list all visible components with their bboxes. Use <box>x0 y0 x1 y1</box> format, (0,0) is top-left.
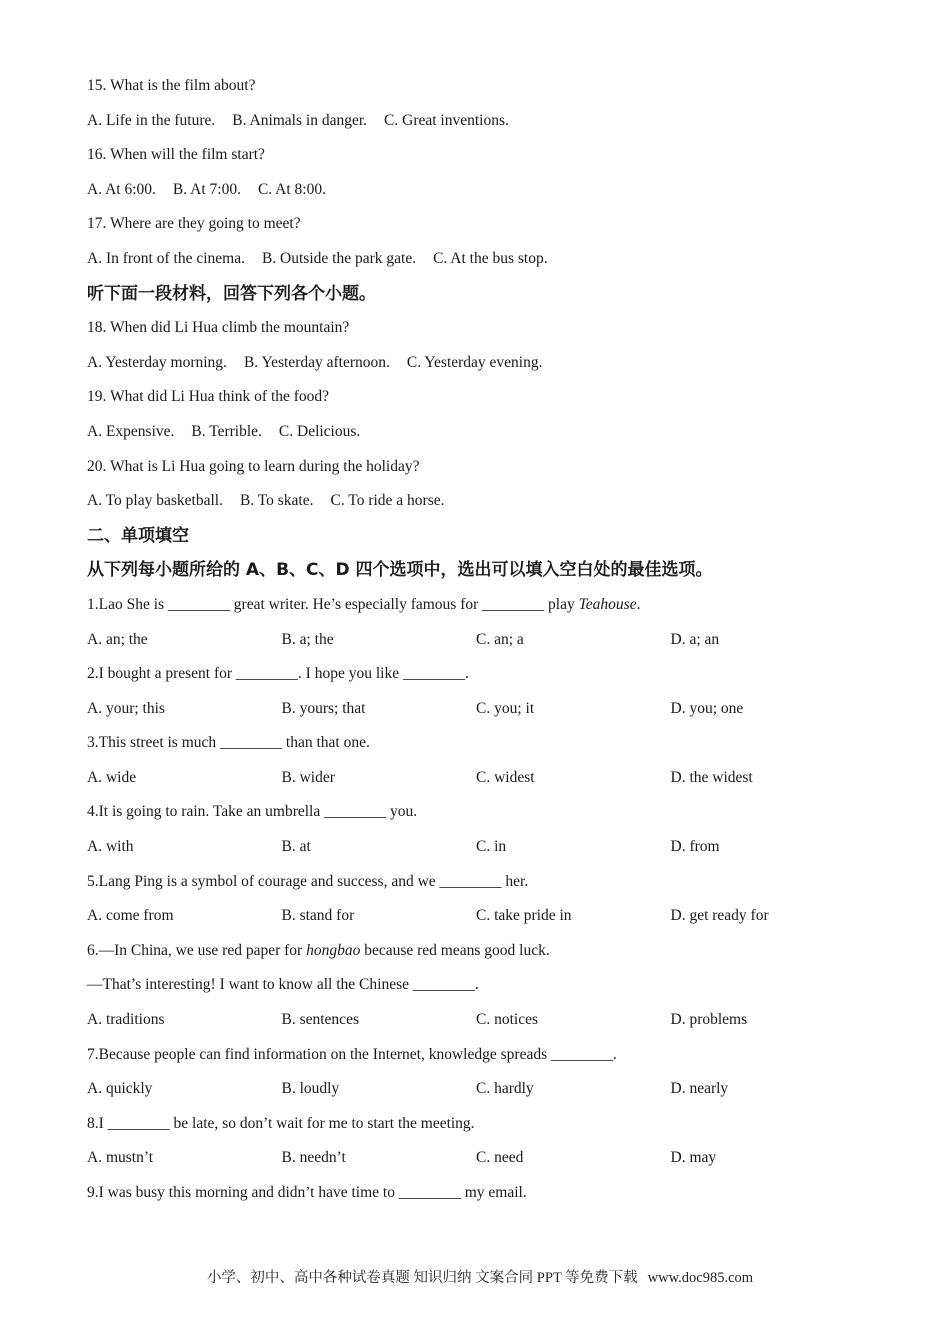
question-20: 20. What is Li Hua going to learn during the holiday? <box>87 457 420 475</box>
question-5: 5.Lang Ping is a symbol of courage and success, and we ________ her. <box>87 872 529 890</box>
option-7d: D. nearly <box>670 1080 729 1098</box>
question-2: 2.I bought a present for ________. I hope you like ________. <box>87 665 469 683</box>
option-4d: D. from <box>670 838 720 856</box>
option-20b: B. To skate. <box>239 492 314 510</box>
option-15a: A. Life in the future. <box>87 111 216 129</box>
option-18c: C. Yesterday evening. <box>406 353 543 371</box>
options-2 <box>87 695 887 730</box>
option-2a: A. your; this <box>87 699 165 717</box>
option-1d: D. a; an <box>670 630 720 648</box>
option-8c: C. need <box>476 1149 524 1167</box>
question-6-italic: hongbao <box>306 941 361 959</box>
option-6d: D. problems <box>670 1011 748 1029</box>
option-16c: C. At 8:00. <box>257 180 326 198</box>
option-1a: A. an; the <box>87 630 148 648</box>
option-15c: C. Great inventions. <box>384 111 509 129</box>
question-1-text: 1.Lao She is ________ great writer. He’s especially famous for ________ play <box>87 595 579 613</box>
options-19 <box>87 418 887 453</box>
options-17 <box>87 245 887 280</box>
option-1c: C. an; a <box>476 630 524 648</box>
option-17c: C. At the bus stop. <box>433 249 548 267</box>
question-6 <box>87 937 887 972</box>
option-6c: C. notices <box>476 1011 538 1029</box>
option-19b: B. Terrible. <box>191 422 262 440</box>
option-15b: B. Animals in danger. <box>232 111 368 129</box>
question-4: 4.It is going to rain. Take an umbrella ________ you. <box>87 803 418 821</box>
option-5a: A. come from <box>87 907 174 925</box>
question-6-reply: —That’s interesting! I want to know all the Chinese ________. <box>87 976 479 994</box>
document-page <box>87 72 887 1214</box>
option-7a: A. quickly <box>87 1080 153 1098</box>
option-2c: C. you; it <box>476 699 535 717</box>
section-title: 二、单项填空 <box>87 525 189 546</box>
question-17: 17. Where are they going to meet? <box>87 215 301 233</box>
question-8: 8.I ________ be late, so don’t wait for me to start the meeting. <box>87 1114 475 1132</box>
page-footer <box>0 1266 950 1287</box>
option-3a: A. wide <box>87 768 137 786</box>
option-4b: B. at <box>281 838 311 856</box>
question-6-end: because red means good luck. <box>360 941 550 959</box>
option-19a: A. Expensive. <box>87 422 175 440</box>
footer-text: 小学、初中、高中各种试卷真题 知识归纳 文案合同 PPT 等免费下载 <box>206 1270 638 1286</box>
option-18b: B. Yesterday afternoon. <box>243 353 390 371</box>
option-5b: B. stand for <box>281 907 355 925</box>
option-19c: C. Delicious. <box>278 422 361 440</box>
question-1-end: . <box>636 595 641 613</box>
option-8b: B. needn’t <box>281 1149 346 1167</box>
options-4 <box>87 833 887 868</box>
question-1 <box>87 591 887 626</box>
option-7b: B. loudly <box>281 1080 340 1098</box>
options-8 <box>87 1144 887 1179</box>
option-2d: D. you; one <box>670 699 744 717</box>
option-16a: A. At 6:00. <box>87 180 156 198</box>
option-17a: A. In front of the cinema. <box>87 249 245 267</box>
option-2b: B. yours; that <box>281 699 366 717</box>
option-7c: C. hardly <box>476 1080 534 1098</box>
option-6a: A. traditions <box>87 1011 165 1029</box>
question-6-text: 6.—In China, we use red paper for <box>87 941 307 959</box>
options-3 <box>87 764 887 799</box>
option-18a: A. Yesterday morning. <box>87 353 227 371</box>
options-7 <box>87 1075 887 1110</box>
question-15: 15. What is the film about? <box>87 77 256 94</box>
option-4a: A. with <box>87 838 134 856</box>
options-6 <box>87 1006 887 1041</box>
question-16: 16. When will the film start? <box>87 146 265 164</box>
question-7: 7.Because people can find information on the Internet, knowledge spreads ________. <box>87 1045 617 1063</box>
section-instruction: 从下列每小题所给的 A、B、C、D 四个选项中，选出可以填入空白处的最佳选项。 <box>87 560 713 581</box>
option-6b: B. sentences <box>281 1011 359 1029</box>
option-3c: C. widest <box>476 768 535 786</box>
option-8d: D. may <box>670 1149 717 1167</box>
question-18: 18. When did Li Hua climb the mountain? <box>87 319 350 337</box>
question-3: 3.This street is much ________ than that one. <box>87 734 370 752</box>
footer-url[interactable]: www.doc985.com <box>647 1270 754 1286</box>
options-15 <box>87 107 887 142</box>
listening-instruction: 听下面一段材料，回答下列各个小题。 <box>87 283 376 304</box>
option-5d: D. get ready for <box>670 907 769 925</box>
options-16 <box>87 176 887 211</box>
options-1 <box>87 626 887 661</box>
option-1b: B. a; the <box>281 630 334 648</box>
option-20a: A. To play basketball. <box>87 492 223 510</box>
option-20c: C. To ride a horse. <box>330 492 445 510</box>
question-1-italic: Teahouse <box>578 595 637 613</box>
option-3b: B. wider <box>281 768 335 786</box>
question-9: 9.I was busy this morning and didn’t have time to ________ my email. <box>87 1184 527 1201</box>
option-16b: B. At 7:00. <box>172 180 241 198</box>
option-4c: C. in <box>476 838 507 856</box>
option-5c: C. take pride in <box>476 907 572 925</box>
question-19: 19. What did Li Hua think of the food? <box>87 388 330 406</box>
option-8a: A. mustn’t <box>87 1149 154 1167</box>
options-18 <box>87 349 887 384</box>
options-5 <box>87 902 887 937</box>
option-17b: B. Outside the park gate. <box>261 249 417 267</box>
options-20 <box>87 487 887 522</box>
option-3d: D. the widest <box>670 768 753 786</box>
